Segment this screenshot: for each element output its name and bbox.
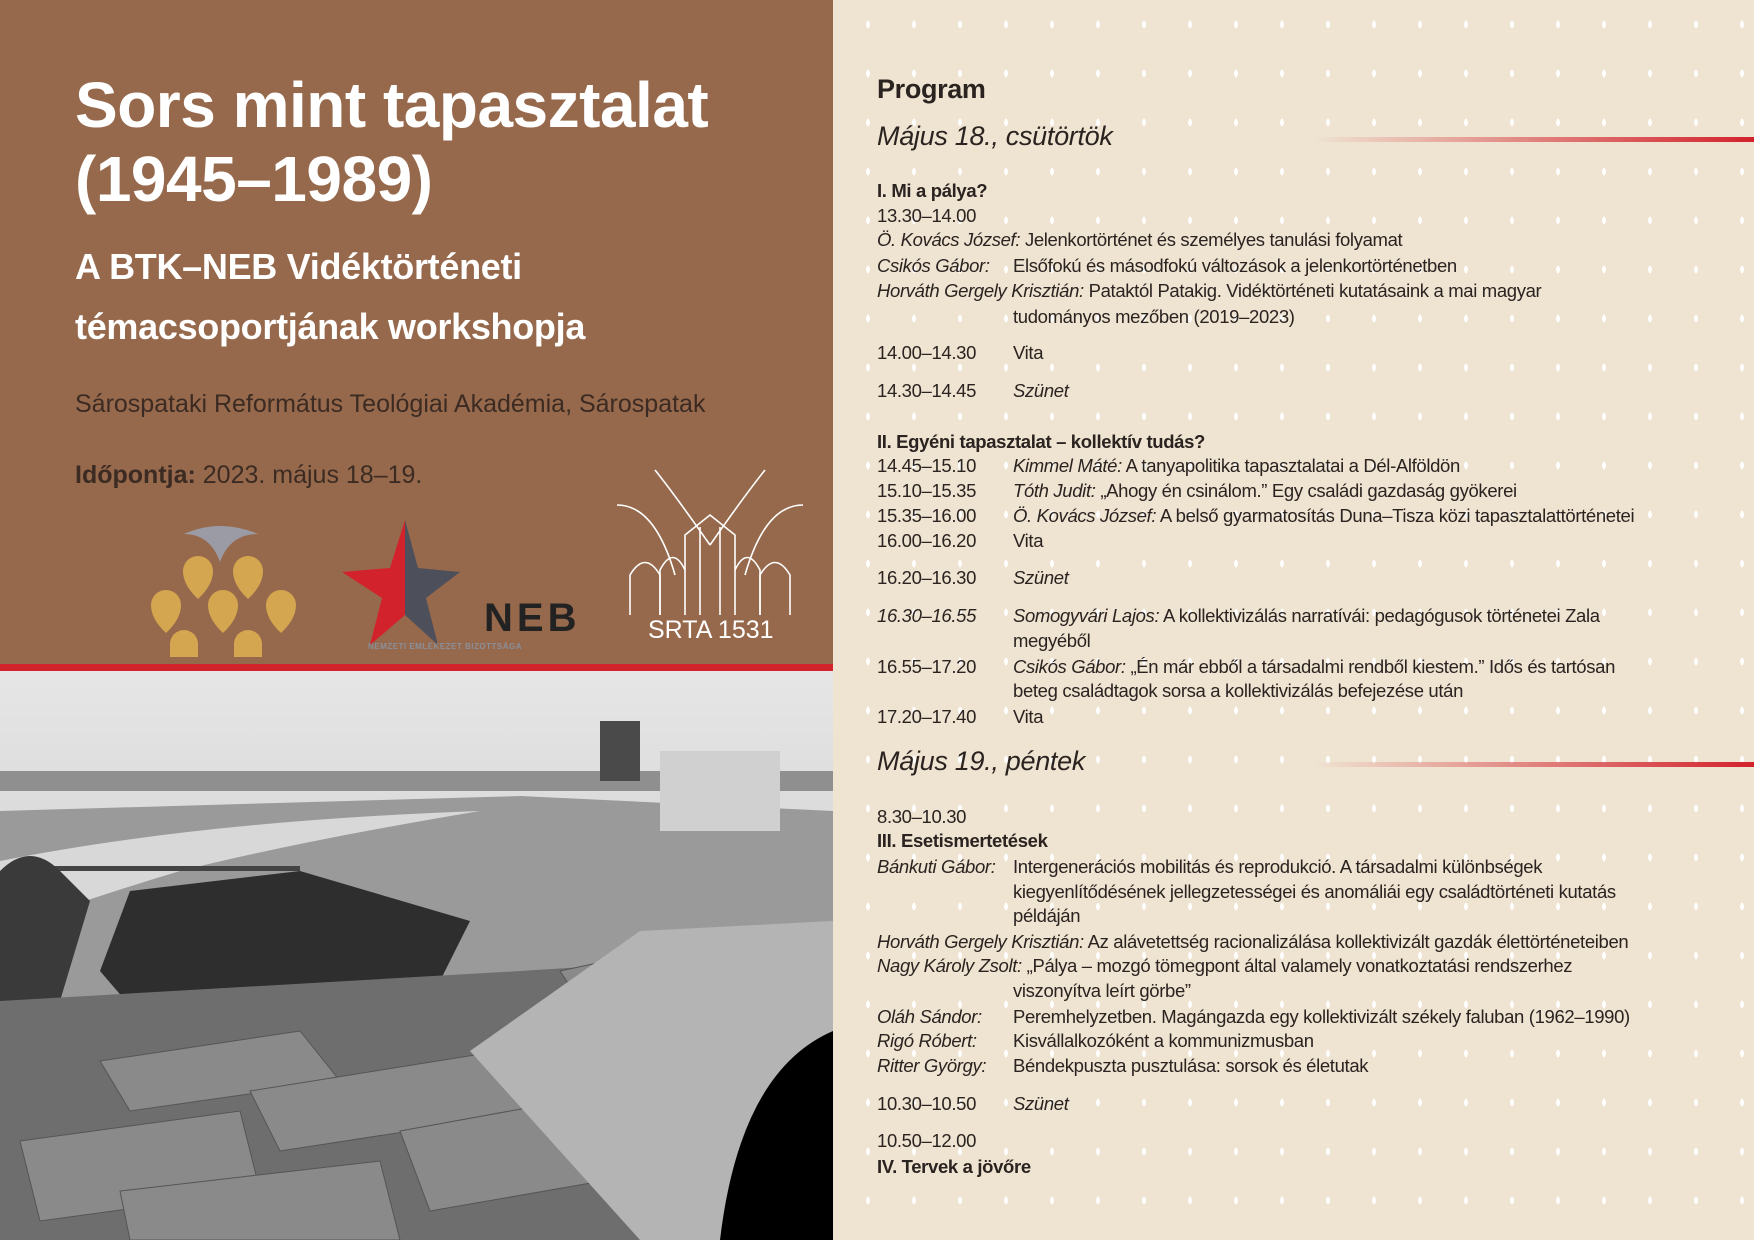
session4-title: IV. Tervek a jövőre [877,1156,1031,1177]
day2-red-bar [1314,762,1754,767]
talk: Nagy Károly Zsolt: „Pálya – mozgó tömegpont által valamely vonatkoztatási rendszerhez [877,955,1573,976]
talk: 14.45–15.10 Kimmel Máté: A tanyapolitika tapasztalatai a Dél-Alföldön [877,455,1460,476]
sarospatak-photo [0,671,833,1240]
break: 16.20–16.30 Szünet [877,567,1069,588]
session3-time: 8.30–10.30 [877,806,967,827]
neb-logo-text: NEB [484,596,581,640]
title-line-2: (1945–1989) [75,143,433,215]
talk-cont: viszonyítva leírt görbe” [1013,980,1191,1001]
session1-time: 13.30–14.00 [877,205,977,226]
title-line-1: Sors mint tapasztalat [75,69,709,141]
session2-title: II. Egyéni tapasztalat – kollektív tudás? [877,431,1206,452]
date-value: 2023. május 18–19. [202,461,423,489]
break: 10.30–10.50 Szünet [877,1093,1069,1114]
subtitle-line-2: témacsoportjának workshopja [75,306,586,347]
title-panel [0,0,833,668]
talk: Horváth Gergely Krisztián: Pataktól Patakig. Vidéktörténeti kutatásaink a mai magyar [877,280,1542,301]
talk: 15.10–15.35 Tóth Judit: „Ahogy én csinálom.” Egy családi gazdaság gyökerei [877,480,1517,501]
vita: 17.20–17.40 Vita [877,706,1044,727]
talk: Rigó Róbert: Kisvállalkozóként a kommunizmusban [877,1030,1314,1051]
break: 14.30–14.45 Szünet [877,380,1069,401]
talk: Ö. Kovács József: Jelenkortörténet és személyes tanulási folyamat [877,229,1403,250]
subtitle-line-1: A BTK–NEB Vidéktörténeti [75,246,522,287]
day1-heading: Május 18., csütörtök [877,121,1113,151]
talk: Oláh Sándor: Peremhelyzetben. Magángazda egy kollektivizált székely faluban (1962–1990) [877,1006,1630,1027]
talk: 16.55–17.20 Csikós Gábor: „Én már ebből a társadalmi rendből kiestem.” Idős és tartósan [877,656,1616,677]
talk-cont: kiegyenlítődésének jellegzetességei és anomáliái egy családtörténeti kutatás [1013,881,1616,902]
vita: 14.00–14.30 Vita [877,342,1044,363]
day2-heading: Május 19., péntek [877,746,1086,776]
btk-logo-icon [148,522,318,657]
talk: Bánkuti Gábor: Intergenerációs mobilitás és reprodukció. A társadalmi különbségek [877,856,1543,877]
session3-title: III. Esetismertetések [877,830,1048,851]
srta-logo-text: SRTA 1531 [648,616,774,644]
talk: Csikós Gábor: Elsőfokú és másodfokú változások a jelenkortörténetben [877,255,1457,276]
talk-cont: megyéből [1013,630,1091,651]
session4-time: 10.50–12.00 [877,1130,977,1151]
talk: Horváth Gergely Krisztián: Az alávetettség racionalizálása kollektivizált gazdák élettörténeteiben [877,931,1629,952]
date-label: Időpontja: [75,461,196,489]
neb-logo-subtext: NEMZETI EMLÉKEZET BIZOTTSÁGA [368,642,522,651]
divider-line [0,664,833,671]
neb-star-icon [340,520,460,650]
vita: 16.00–16.20 Vita [877,530,1044,551]
talk-cont: beteg családtagok sorsa a kollektivizálás befejezése után [1013,680,1464,701]
talk: 16.30–16.55 Somogyvári Lajos: A kollektivizálás narratívái: pedagógusok történetei Zala [877,605,1600,626]
talk-cont: példáján [1013,905,1081,926]
srta-arches-icon [615,465,805,615]
talk: 15.35–16.00 Ö. Kovács József: A belső gyarmatosítás Duna–Tisza közi tapasztalattörténetei [877,505,1635,526]
date [75,461,422,490]
program-heading: Program [877,74,986,104]
day1-red-bar [1314,137,1754,142]
talk: Ritter György: Béndekpuszta pusztulása: sorsok és életutak [877,1055,1369,1076]
venue: Sárospataki Református Teológiai Akadémia, Sárospatak [75,390,706,418]
session1-title: I. Mi a pálya? [877,180,988,201]
talk-cont: tudományos mezőben (2019–2023) [1013,306,1295,327]
